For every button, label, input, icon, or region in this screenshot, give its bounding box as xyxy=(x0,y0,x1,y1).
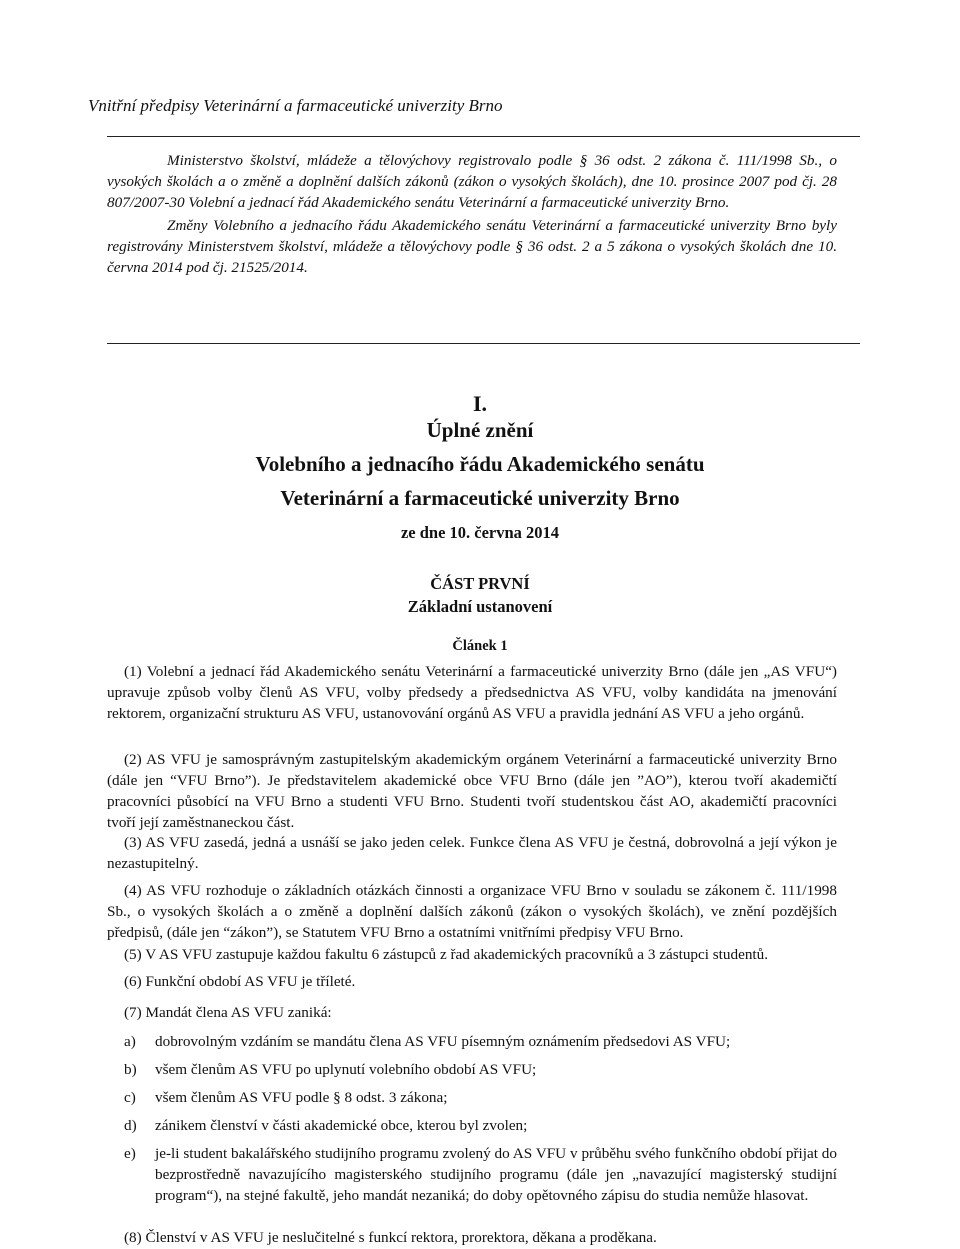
list-item-mark: a) xyxy=(124,1033,136,1050)
title-date: ze dne 10. června 2014 xyxy=(400,523,560,542)
part-subtitle: Základní ustanovení xyxy=(407,597,553,616)
part-heading: ČÁST PRVNÍ xyxy=(430,574,530,593)
header-divider xyxy=(107,136,860,137)
title-university: Veterinární a farmaceutické univerzity Brno xyxy=(280,486,680,510)
title-full-text: Úplné znění xyxy=(426,418,534,442)
list-item-text: všem členům AS VFU podle § 8 odst. 3 zákona; xyxy=(155,1089,448,1106)
list-item-text: je-li student bakalářského studijního programu zvolený do AS VFU v průběhu svého funkčního období přijat do bezprostředně navazujícího magisterského studijního programu (dále jen „navazující magisterský studijní program“), na stejné fakultě, jeho mandát nezaniká; do doby opětovného zápisu do studia nemůže hlasovat. xyxy=(155,1145,837,1204)
section-divider xyxy=(107,343,860,344)
article-heading: Článek 1 xyxy=(452,638,508,654)
list-item-mark: e) xyxy=(124,1145,136,1162)
registration-text-2: Změny Volebního a jednacího řádu Akademického senátu Veterinární a farmaceutické univerzity Brno byly registrovány Ministerstvem školství, mládeže a tělovýchovy podle § 36 odst. 2 a 5 zákona o vysokých školách dne 10. června 2014 pod čj. 21525/2014. xyxy=(107,217,837,276)
paragraph-3: (3) AS VFU zasedá, jedná a usnáší se jako jeden celek. Funkce člena AS VFU je čestná, dobrovolná a její výkon je nezastupitelný. xyxy=(107,834,837,872)
list-item-mark: d) xyxy=(124,1117,137,1134)
paragraph-8: (8) Členství v AS VFU je neslučitelné s funkcí rektora, prorektora, děkana a proděkana. xyxy=(124,1229,657,1246)
list-item-mark: b) xyxy=(124,1061,137,1078)
list-item-mark: c) xyxy=(124,1089,136,1106)
title-order: Volebního a jednacího řádu Akademického senátu xyxy=(255,452,705,476)
list-item-text: dobrovolným vzdáním se mandátu člena AS VFU písemným oznámením předsedovi AS VFU; xyxy=(155,1033,731,1050)
running-header: Vnitřní předpisy Veterinární a farmaceutické univerzity Brno xyxy=(88,96,503,115)
registration-note-1 xyxy=(107,150,837,213)
roman-numeral: I. xyxy=(472,391,488,416)
paragraph-4: (4) AS VFU rozhoduje o základních otázkách činnosti a organizace VFU Brno v souladu se zákonem č. 111/1998 Sb., o vysokých školách a o změně a doplnění dalších zákonů (zákon o vysokých školách), ve znění pozdějších předpisů, (dále jen “zákon”), se Statutem VFU Brno a ostatními vnitřními předpisy VFU Brno. xyxy=(107,882,837,941)
paragraph-5: (5) V AS VFU zastupuje každou fakultu 6 zástupců z řad akademických pracovníků a 3 zástupci studentů. xyxy=(124,946,769,963)
list-item-text: všem členům AS VFU po uplynutí volebního období AS VFU; xyxy=(155,1061,537,1078)
registration-note-2 xyxy=(107,215,837,278)
paragraph-1: (1) Volební a jednací řád Akademického senátu Veterinární a farmaceutické univerzity Brno (dále jen „AS VFU“) upravuje způsob volby členů AS VFU, volby předsedy a předsednictva AS VFU, volby kandidáta na jmenování rektorem, organizační strukturu AS VFU, ustanovování orgánů AS VFU a pravidla jednání AS VFU a jeho orgánů. xyxy=(107,663,837,722)
list-item-text: zánikem členství v části akademické obce, kterou byl zvolen; xyxy=(155,1117,528,1134)
paragraph-2: (2) AS VFU je samosprávným zastupitelským akademickým orgánem Veterinární a farmaceutické univerzity Brno (dále jen “VFU Brno”). Je představitelem akademické obce VFU Brno (dále jen ”AO”), kterou tvoří akademičtí pracovníci působící na VFU Brno a studenti VFU Brno. Studenti tvoří studentskou část AO, akademičtí pracovníci tvoří její zaměstnaneckou část. xyxy=(107,751,837,831)
paragraph-6: (6) Funkční období AS VFU je tříleté. xyxy=(124,973,356,990)
paragraph-7: (7) Mandát člena AS VFU zaniká: xyxy=(124,1004,332,1021)
registration-text-1: Ministerstvo školství, mládeže a tělovýchovy registrovalo podle § 36 odst. 2 zákona č. 111/1998 Sb., o vysokých školách a o změně a doplnění dalších zákonů (zákon o vysokých školách), dne 10. prosince 2007 pod čj. 28 807/2007-30 Volební a jednací řád Akademického senátu Veterinární a farmaceutické univerzity Brno. xyxy=(107,152,837,211)
